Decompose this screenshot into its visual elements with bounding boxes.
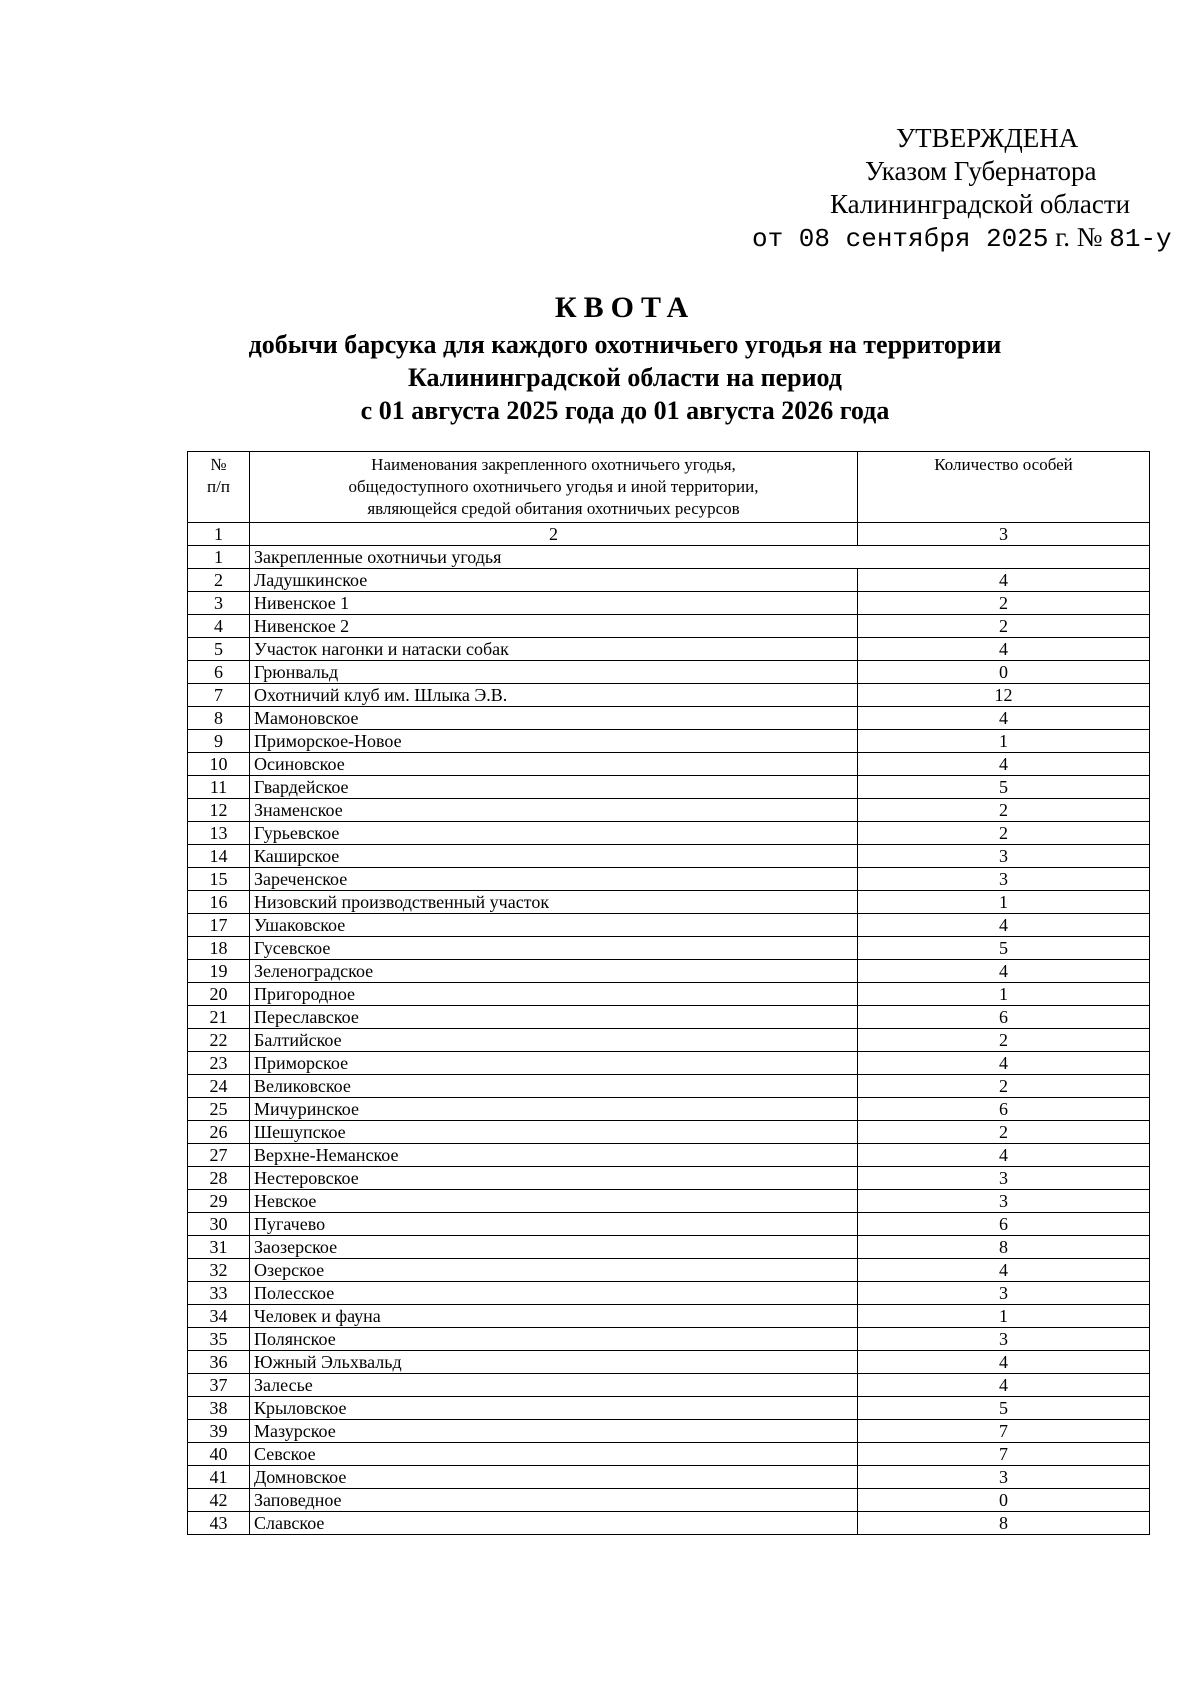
row-number: 16 [188, 891, 250, 914]
row-number: 2 [188, 569, 250, 592]
table-row [188, 707, 1150, 730]
row-quantity: 2 [858, 592, 1150, 615]
row-hunting-ground: Переславское [250, 1006, 858, 1029]
row-quantity: 4 [858, 914, 1150, 937]
row-number: 30 [188, 1213, 250, 1236]
approval-title: УТВЕРЖДЕНА [896, 123, 1079, 153]
row-quantity: 4 [858, 707, 1150, 730]
table-row [188, 730, 1150, 753]
row-quantity: 4 [858, 569, 1150, 592]
table-row [188, 776, 1150, 799]
row-number: 26 [188, 1121, 250, 1144]
approval-date-number [752, 221, 1180, 256]
row-quantity: 4 [858, 1259, 1150, 1282]
row-quantity: 4 [858, 1052, 1150, 1075]
table-row [188, 845, 1150, 868]
table-row [188, 1075, 1150, 1098]
section-number: 1 [188, 546, 250, 569]
table-row [188, 753, 1150, 776]
row-quantity: 2 [858, 799, 1150, 822]
row-number: 43 [188, 1512, 250, 1535]
row-hunting-ground: Пугачево [250, 1213, 858, 1236]
row-number: 42 [188, 1489, 250, 1512]
header-name [250, 452, 858, 523]
row-hunting-ground: Мичуринское [250, 1098, 858, 1121]
row-quantity: 4 [858, 960, 1150, 983]
column-number: 3 [858, 523, 1150, 546]
table-row [188, 1121, 1150, 1144]
row-hunting-ground: Южный Эльхвальд [250, 1351, 858, 1374]
approval-stamp [752, 122, 1180, 256]
row-number: 3 [188, 592, 250, 615]
row-number: 11 [188, 776, 250, 799]
table-row [188, 868, 1150, 891]
table-row [188, 1259, 1150, 1282]
table-row [188, 983, 1150, 1006]
approval-date: от 08 сентября 2025 [752, 224, 1049, 254]
row-hunting-ground: Человек и фауна [250, 1305, 858, 1328]
table-row [188, 684, 1150, 707]
table-row [188, 1236, 1150, 1259]
row-quantity: 4 [858, 1144, 1150, 1167]
approval-number-label: г. № [1048, 222, 1110, 252]
table-row [188, 1466, 1150, 1489]
row-hunting-ground: Мамоновское [250, 707, 858, 730]
table-row [188, 937, 1150, 960]
table-header-row [188, 452, 1150, 523]
row-hunting-ground: Балтийское [250, 1029, 858, 1052]
table-row [188, 1052, 1150, 1075]
column-number: 1 [188, 523, 250, 546]
row-hunting-ground: Осиновское [250, 753, 858, 776]
row-quantity: 3 [858, 1167, 1150, 1190]
row-number: 5 [188, 638, 250, 661]
row-hunting-ground: Нивенское 2 [250, 615, 858, 638]
row-hunting-ground: Приморское-Новое [250, 730, 858, 753]
row-hunting-ground: Ушаковское [250, 914, 858, 937]
table-row [188, 1029, 1150, 1052]
section-name: Закрепленные охотничьи угодья [250, 546, 1150, 569]
table-row [188, 1167, 1150, 1190]
row-number: 40 [188, 1443, 250, 1466]
row-hunting-ground: Верхне-Неманское [250, 1144, 858, 1167]
row-quantity: 3 [858, 1190, 1150, 1213]
table-row [188, 1420, 1150, 1443]
row-quantity: 0 [858, 661, 1150, 684]
table-row [188, 1213, 1150, 1236]
row-number: 9 [188, 730, 250, 753]
table-row [188, 592, 1150, 615]
row-hunting-ground: Участок нагонки и натаски собак [250, 638, 858, 661]
table-row [188, 1006, 1150, 1029]
table-row [188, 569, 1150, 592]
table-row [188, 1190, 1150, 1213]
row-hunting-ground: Зареченское [250, 868, 858, 891]
row-number: 38 [188, 1397, 250, 1420]
row-hunting-ground: Заповедное [250, 1489, 858, 1512]
row-quantity: 3 [858, 1328, 1150, 1351]
table-row [188, 914, 1150, 937]
row-hunting-ground: Шешупское [250, 1121, 858, 1144]
row-hunting-ground: Мазурское [250, 1420, 858, 1443]
document-subtitle-line-1: добычи барсука для каждого охотничьего угодья на территории [248, 330, 1002, 359]
header-number-abbr: п/п [207, 477, 230, 496]
row-quantity: 3 [858, 1466, 1150, 1489]
row-number: 34 [188, 1305, 250, 1328]
row-quantity: 5 [858, 1397, 1150, 1420]
quota-table [187, 451, 1150, 1535]
row-number: 33 [188, 1282, 250, 1305]
table-row [188, 1512, 1150, 1535]
row-hunting-ground: Невское [250, 1190, 858, 1213]
header-number [188, 452, 250, 523]
row-hunting-ground: Грюнвальд [250, 661, 858, 684]
row-number: 12 [188, 799, 250, 822]
row-quantity: 2 [858, 822, 1150, 845]
row-quantity: 6 [858, 1098, 1150, 1121]
row-number: 25 [188, 1098, 250, 1121]
row-quantity: 4 [858, 753, 1150, 776]
row-hunting-ground: Полянское [250, 1328, 858, 1351]
row-number: 23 [188, 1052, 250, 1075]
row-quantity: 3 [858, 1282, 1150, 1305]
row-number: 29 [188, 1190, 250, 1213]
row-hunting-ground: Нестеровское [250, 1167, 858, 1190]
row-hunting-ground: Крыловское [250, 1397, 858, 1420]
row-hunting-ground: Гурьевское [250, 822, 858, 845]
header-name-line-2: общедоступного охотничьего угодья и иной территории, [348, 477, 759, 496]
row-hunting-ground: Пригородное [250, 983, 858, 1006]
row-quantity: 2 [858, 1029, 1150, 1052]
row-number: 35 [188, 1328, 250, 1351]
document-title: КВОТА [554, 291, 696, 324]
row-quantity: 6 [858, 1006, 1150, 1029]
row-hunting-ground: Великовское [250, 1075, 858, 1098]
row-hunting-ground: Каширское [250, 845, 858, 868]
row-number: 20 [188, 983, 250, 1006]
table-row [188, 615, 1150, 638]
row-number: 37 [188, 1374, 250, 1397]
row-quantity: 6 [858, 1213, 1150, 1236]
row-hunting-ground: Севское [250, 1443, 858, 1466]
row-number: 7 [188, 684, 250, 707]
row-quantity: 7 [858, 1420, 1150, 1443]
table-row [188, 1489, 1150, 1512]
row-quantity: 2 [858, 615, 1150, 638]
row-quantity: 2 [858, 1121, 1150, 1144]
column-number-row [188, 523, 1150, 546]
row-number: 10 [188, 753, 250, 776]
row-hunting-ground: Гусевское [250, 937, 858, 960]
row-number: 24 [188, 1075, 250, 1098]
row-number: 31 [188, 1236, 250, 1259]
header-number-symbol: № [210, 455, 227, 474]
row-hunting-ground: Знаменское [250, 799, 858, 822]
approval-number: 81-у [1109, 224, 1172, 254]
row-number: 14 [188, 845, 250, 868]
table-row [188, 1443, 1150, 1466]
row-number: 39 [188, 1420, 250, 1443]
row-quantity: 0 [858, 1489, 1150, 1512]
row-hunting-ground: Домновское [250, 1466, 858, 1489]
table-row [188, 1144, 1150, 1167]
row-hunting-ground: Приморское [250, 1052, 858, 1075]
row-quantity: 1 [858, 983, 1150, 1006]
table-row [188, 1282, 1150, 1305]
header-quantity: Количество особей [858, 452, 1150, 523]
row-number: 41 [188, 1466, 250, 1489]
header-name-line-3: являющейся средой обитания охотничьих ресурсов [367, 499, 740, 518]
row-number: 13 [188, 822, 250, 845]
row-quantity: 1 [858, 1305, 1150, 1328]
table-row [188, 638, 1150, 661]
document-title-block [180, 290, 1070, 427]
row-quantity: 1 [858, 891, 1150, 914]
row-number: 28 [188, 1167, 250, 1190]
row-hunting-ground: Ладушкинское [250, 569, 858, 592]
row-number: 6 [188, 661, 250, 684]
row-hunting-ground: Гвардейское [250, 776, 858, 799]
row-number: 8 [188, 707, 250, 730]
table-row [188, 661, 1150, 684]
row-number: 32 [188, 1259, 250, 1282]
row-quantity: 7 [858, 1443, 1150, 1466]
table-row [188, 960, 1150, 983]
section-row [188, 546, 1150, 569]
row-hunting-ground: Охотничий клуб им. Шлыка Э.В. [250, 684, 858, 707]
row-number: 27 [188, 1144, 250, 1167]
row-quantity: 4 [858, 1374, 1150, 1397]
row-quantity: 5 [858, 937, 1150, 960]
row-hunting-ground: Нивенское 1 [250, 592, 858, 615]
table-row [188, 822, 1150, 845]
row-hunting-ground: Озерское [250, 1259, 858, 1282]
row-quantity: 4 [858, 638, 1150, 661]
table-row [188, 1351, 1150, 1374]
row-quantity: 3 [858, 868, 1150, 891]
row-quantity: 8 [858, 1512, 1150, 1535]
approval-authority: Указом Губернатора [865, 156, 1097, 186]
row-number: 19 [188, 960, 250, 983]
row-hunting-ground: Залесье [250, 1374, 858, 1397]
row-hunting-ground: Зеленоградское [250, 960, 858, 983]
row-hunting-ground: Полесское [250, 1282, 858, 1305]
row-number: 17 [188, 914, 250, 937]
table-row [188, 1328, 1150, 1351]
table-row [188, 1397, 1150, 1420]
row-hunting-ground: Славское [250, 1512, 858, 1535]
table-row [188, 799, 1150, 822]
row-quantity: 3 [858, 845, 1150, 868]
document-subtitle-line-3: с 01 августа 2025 года до 01 августа 2026 года [360, 396, 890, 425]
table-row [188, 1374, 1150, 1397]
header-name-line-1: Наименования закрепленного охотничьего угодья, [371, 455, 736, 474]
table-row [188, 1305, 1150, 1328]
table-row [188, 1098, 1150, 1121]
row-hunting-ground: Низовский производственный участок [250, 891, 858, 914]
document-subtitle-line-2: Калининградской области на период [408, 363, 842, 392]
approval-region: Калининградской области [830, 189, 1131, 219]
row-number: 18 [188, 937, 250, 960]
column-number: 2 [250, 523, 858, 546]
row-number: 4 [188, 615, 250, 638]
row-number: 36 [188, 1351, 250, 1374]
row-quantity: 5 [858, 776, 1150, 799]
row-number: 21 [188, 1006, 250, 1029]
row-quantity: 12 [858, 684, 1150, 707]
row-hunting-ground: Заозерское [250, 1236, 858, 1259]
row-quantity: 1 [858, 730, 1150, 753]
row-quantity: 8 [858, 1236, 1150, 1259]
row-number: 22 [188, 1029, 250, 1052]
table-row [188, 891, 1150, 914]
row-quantity: 2 [858, 1075, 1150, 1098]
row-quantity: 4 [858, 1351, 1150, 1374]
row-number: 15 [188, 868, 250, 891]
